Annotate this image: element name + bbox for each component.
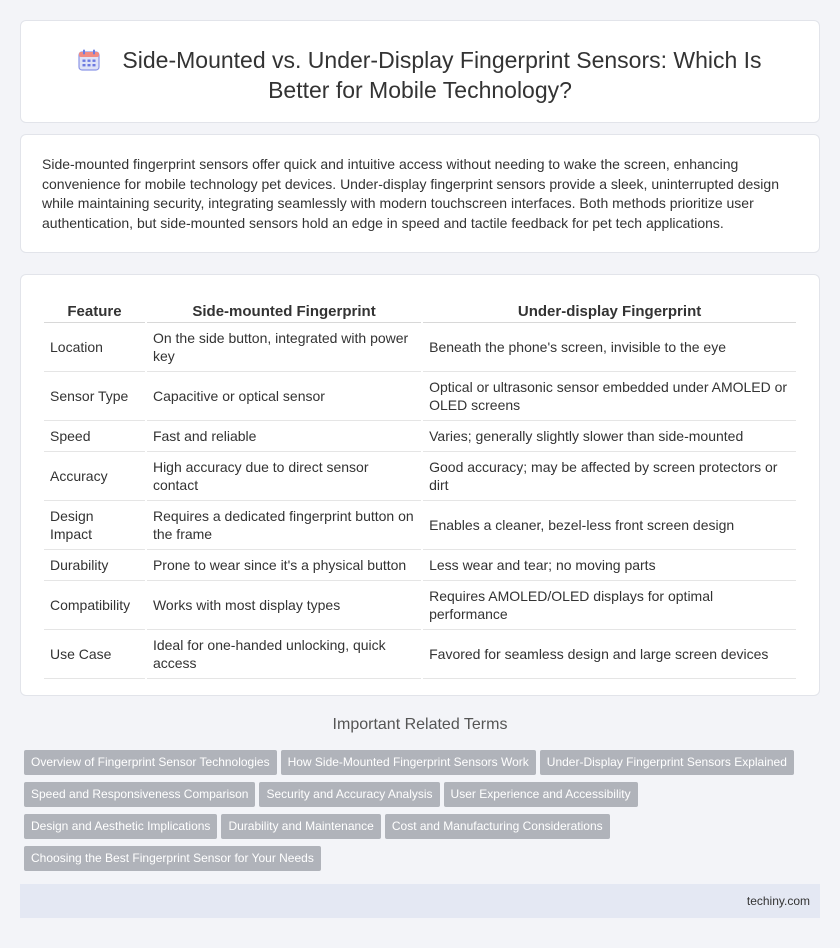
- table-cell: Ideal for one-handed unlocking, quick access: [147, 630, 421, 679]
- footer-site-link[interactable]: techiny.com: [746, 894, 810, 908]
- table-row: [44, 550, 796, 581]
- table-row: [44, 630, 796, 679]
- intro-paragraph: Side-mounted fingerprint sensors offer quick and intuitive access without needing to wake the screen, enhancing convenience for mobile technology pet devices. Under-display fingerprint sensors provide a sleek, uninterrupted design while maintaining security, integrating seamlessly with modern touchscreen interfaces. Both methods prioritize user authentication, but side-mounted sensors hold an edge in speed and tactile feedback for pet tech applications.: [42, 156, 779, 231]
- tag-row: [24, 846, 824, 878]
- table-cell: Requires AMOLED/OLED displays for optimal performance: [423, 581, 796, 630]
- table-header-under-display: Under-display Fingerprint: [423, 297, 796, 323]
- tag-row: [24, 750, 824, 782]
- related-term-tag[interactable]: Durability and Maintenance: [221, 814, 380, 839]
- table-cell: Prone to wear since it's a physical button: [147, 550, 421, 581]
- table-cell: Use Case: [44, 630, 145, 679]
- table-cell: Compatibility: [44, 581, 145, 630]
- calendar-grid-icon: [78, 49, 100, 71]
- table-cell: Design Impact: [44, 501, 145, 550]
- footer: [20, 884, 820, 918]
- related-terms-title: Important Related Terms: [332, 716, 508, 733]
- related-term-tag[interactable]: User Experience and Accessibility: [444, 782, 638, 807]
- table-header-side-mounted: Side-mounted Fingerprint: [147, 297, 421, 323]
- table-cell: Less wear and tear; no moving parts: [423, 550, 796, 581]
- title-card: [20, 20, 820, 123]
- related-term-tag[interactable]: Speed and Responsiveness Comparison: [24, 782, 255, 807]
- related-terms-list: [24, 750, 824, 878]
- table-row: [44, 372, 796, 421]
- table-cell: Accuracy: [44, 452, 145, 501]
- table-cell: Location: [44, 323, 145, 372]
- related-term-tag[interactable]: Under-Display Fingerprint Sensors Explained: [540, 750, 794, 775]
- table-row: [44, 323, 796, 372]
- table-cell: Favored for seamless design and large screen devices: [423, 630, 796, 679]
- related-term-tag[interactable]: How Side-Mounted Fingerprint Sensors Work: [281, 750, 536, 775]
- related-term-tag[interactable]: Overview of Fingerprint Sensor Technologies: [24, 750, 277, 775]
- related-term-tag[interactable]: Design and Aesthetic Implications: [24, 814, 217, 839]
- related-term-tag[interactable]: Choosing the Best Fingerprint Sensor for Your Needs: [24, 846, 321, 871]
- table-cell: High accuracy due to direct sensor contact: [147, 452, 421, 501]
- table-cell: Optical or ultrasonic sensor embedded under AMOLED or OLED screens: [423, 372, 796, 421]
- table-cell: Sensor Type: [44, 372, 145, 421]
- table-cell: Enables a cleaner, bezel-less front screen design: [423, 501, 796, 550]
- table-cell: Fast and reliable: [147, 421, 421, 452]
- table-cell: Beneath the phone's screen, invisible to the eye: [423, 323, 796, 372]
- tag-row: [24, 814, 824, 846]
- related-term-tag[interactable]: Cost and Manufacturing Considerations: [385, 814, 610, 839]
- intro-card: [20, 134, 820, 253]
- table-cell: On the side button, integrated with power key: [147, 323, 421, 372]
- table-row: [44, 581, 796, 630]
- table-cell: Varies; generally slightly slower than side-mounted: [423, 421, 796, 452]
- table-row: [44, 421, 796, 452]
- table-cell: Works with most display types: [147, 581, 421, 630]
- comparison-card: [20, 274, 820, 696]
- comparison-table: [42, 297, 798, 679]
- table-cell: Requires a dedicated fingerprint button on the frame: [147, 501, 421, 550]
- table-row: [44, 452, 796, 501]
- page-title: Side-Mounted vs. Under-Display Fingerprint Sensors: Which Is Better for Mobile Technology?: [122, 47, 762, 103]
- table-row: [44, 501, 796, 550]
- table-cell: Durability: [44, 550, 145, 581]
- table-cell: Speed: [44, 421, 145, 452]
- table-cell: Capacitive or optical sensor: [147, 372, 421, 421]
- related-term-tag[interactable]: Security and Accuracy Analysis: [259, 782, 439, 807]
- table-header-feature: Feature: [44, 297, 145, 323]
- tag-row: [24, 782, 824, 814]
- page-title-wrap: [21, 45, 819, 105]
- table-cell: Good accuracy; may be affected by screen protectors or dirt: [423, 452, 796, 501]
